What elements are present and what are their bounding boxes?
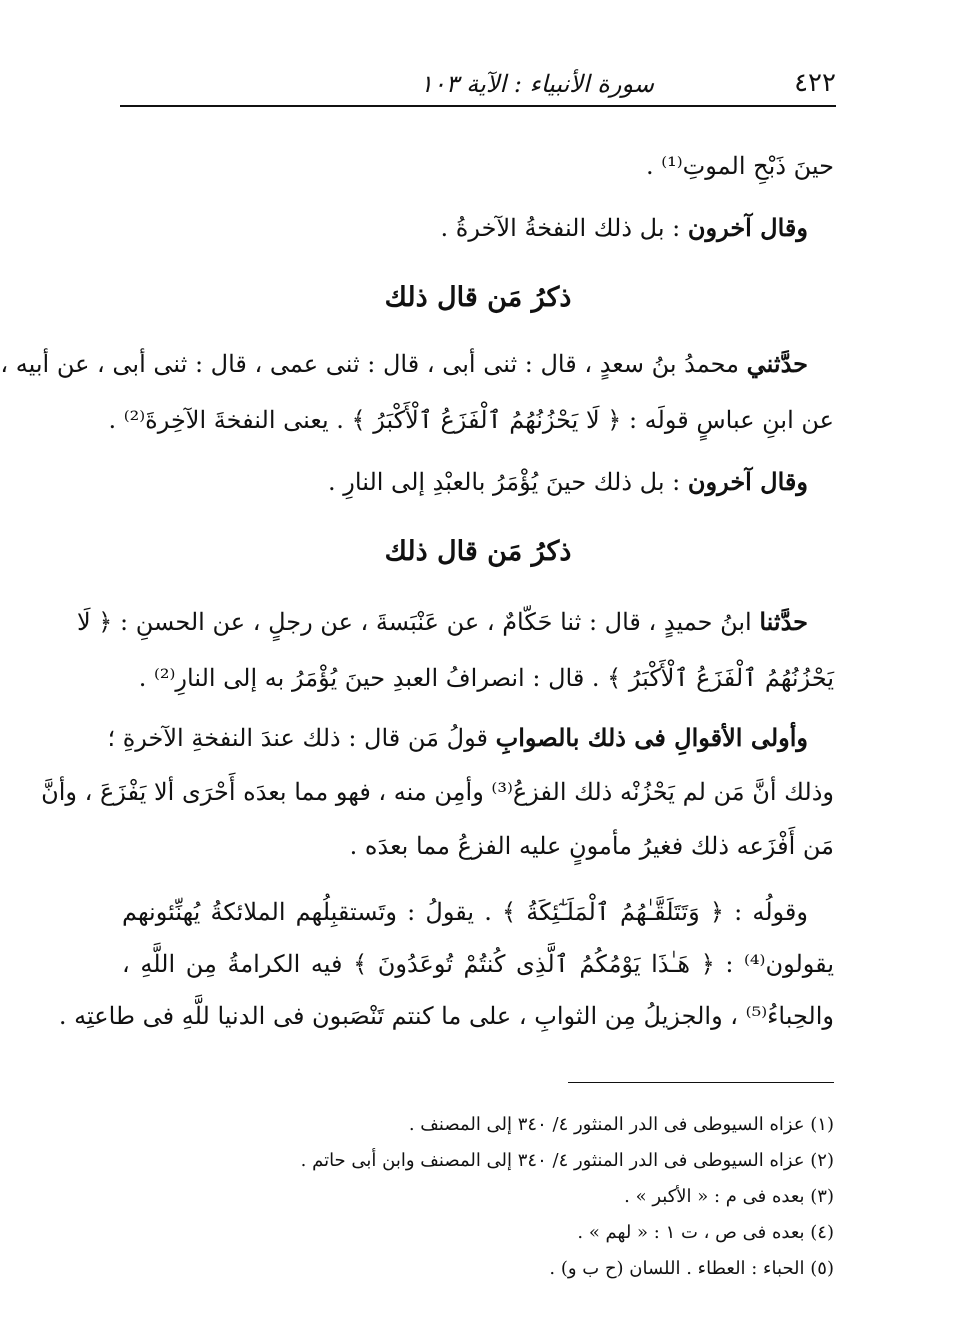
paragraph-line bbox=[107, 718, 808, 758]
paragraph-text: محمدُ بنُ سعدٍ ، قال : ثنى أبى ، قال : ثنى عمى ، قال : ثنى أبى ، عن أبيه ، bbox=[0, 350, 747, 378]
section-heading: ذكرُ مَن قال ذلك bbox=[384, 536, 572, 567]
footnote: (٢) عزاه السيوطى فى الدر المنثور ٤/ ٣٤٠ إلى المصنف وابن أبى حاتم . bbox=[300, 1150, 834, 1171]
running-title: سورة الأنبياء : الآية ١٠٣ bbox=[420, 70, 654, 98]
footnote: (١) عزاه السيوطى فى الدر المنثور ٤/ ٣٤٠ إلى المصنف . bbox=[408, 1114, 834, 1135]
paragraph-line: والحِباءُ⁽⁵⁾ ، والجزيلُ مِن الثوابِ ، على ما كنتم تَنْصَبون فى الدنيا للَّهِ فى طاعتِه . bbox=[58, 1002, 834, 1030]
paragraph-lead: وقال آخرون bbox=[687, 213, 808, 242]
page-number: ٤٢٢ bbox=[794, 68, 836, 98]
paragraph-line: عن ابنِ عباسٍ قولَه : ﴿ لَا يَحْزُنُهُمُ ٱلْفَزَعُ ٱلْأَكْبَرُ ﴾ . يعنى النفخةَ الآخِرةَ⁽²⁾ . bbox=[108, 406, 834, 434]
paragraph-text: : بل ذلك النفخةُ الآخرةُ . bbox=[440, 214, 688, 242]
paragraph-line bbox=[76, 602, 808, 642]
paragraph-text: ابنُ حميدٍ ، قال : ثنا حَكّامٌ ، عن عَنْبَسةَ ، عن رجلٍ ، عن الحسنِ : ﴿ لَا bbox=[76, 608, 760, 636]
paragraph-other-view-2 bbox=[122, 462, 808, 502]
paragraph-line: مَن أَفْزَعه ذلك فغيرُ مأمونٍ عليه الفزعُ مما بعدَه . bbox=[349, 832, 834, 860]
footnote-rule bbox=[568, 1082, 834, 1083]
section-heading: ذكرُ مَن قال ذلك bbox=[384, 282, 572, 313]
paragraph-line: يقولون⁽⁴⁾ : ﴿ هَـٰذَا يَوْمُكُمُ ٱلَّذِى كُنتُمْ تُوعَدُونَ ﴾ فيه الكرامةُ مِن اللَّهِ ، bbox=[122, 950, 834, 978]
paragraph-line: يَحْزُنُهُمُ ٱلْفَزَعُ ٱلْأَكْبَرُ ﴾ . قال : انصرافُ العبدِ حينَ يُؤْمَرُ به إلى النارِ⁽²⁾ . bbox=[138, 664, 834, 692]
header-rule bbox=[120, 105, 836, 107]
paragraph-continuation: حينَ ذَبْحِ الموتِ⁽¹⁾ . bbox=[646, 152, 834, 180]
paragraph-text: قولُ مَن قال : ذلك عندَ النفخةِ الآخرةِ ؛ bbox=[107, 724, 496, 752]
paragraph-lead: وأولى الأقوالِ فى ذلك بالصوابِ bbox=[495, 723, 808, 752]
footnote: (٤) بعده فى ص ، ت ١ : « لهم » . bbox=[577, 1222, 834, 1243]
paragraph-lead: حدَّثنا bbox=[759, 607, 808, 636]
paragraph-lead: حدَّثني bbox=[746, 349, 808, 378]
paragraph-other-view-1 bbox=[122, 208, 808, 248]
footnote: (٥) الحباء : العطاء . اللسان (ح ب و) . bbox=[549, 1258, 834, 1279]
paragraph-lead: وقال آخرون bbox=[687, 467, 808, 496]
paragraph-text: : بل ذلك حينَ يُؤْمَرُ بالعبْدِ إلى النارِ . bbox=[328, 468, 688, 496]
page-header bbox=[120, 52, 836, 98]
paragraph-line: وذلك أنَّ مَن لم يَحْزُنْه ذلك الفزعُ⁽³⁾ وأمِن منه ، فهو مما بعدَه أَحْرَى ألا يَفْزَعَ ، وأنَّ bbox=[41, 778, 834, 806]
paragraph-line bbox=[0, 344, 808, 384]
footnote: (٣) بعده فى م : « الأكبر » . bbox=[624, 1186, 834, 1207]
paragraph-line: وقولُه : ﴿ وَتَتَلَقَّـٰهُمُ ٱلْمَلَـٰٓئِكَةُ ﴾ . يقولُ : وتَستقبِلُهم الملائكةُ يُهنِّئونهم bbox=[122, 898, 808, 926]
